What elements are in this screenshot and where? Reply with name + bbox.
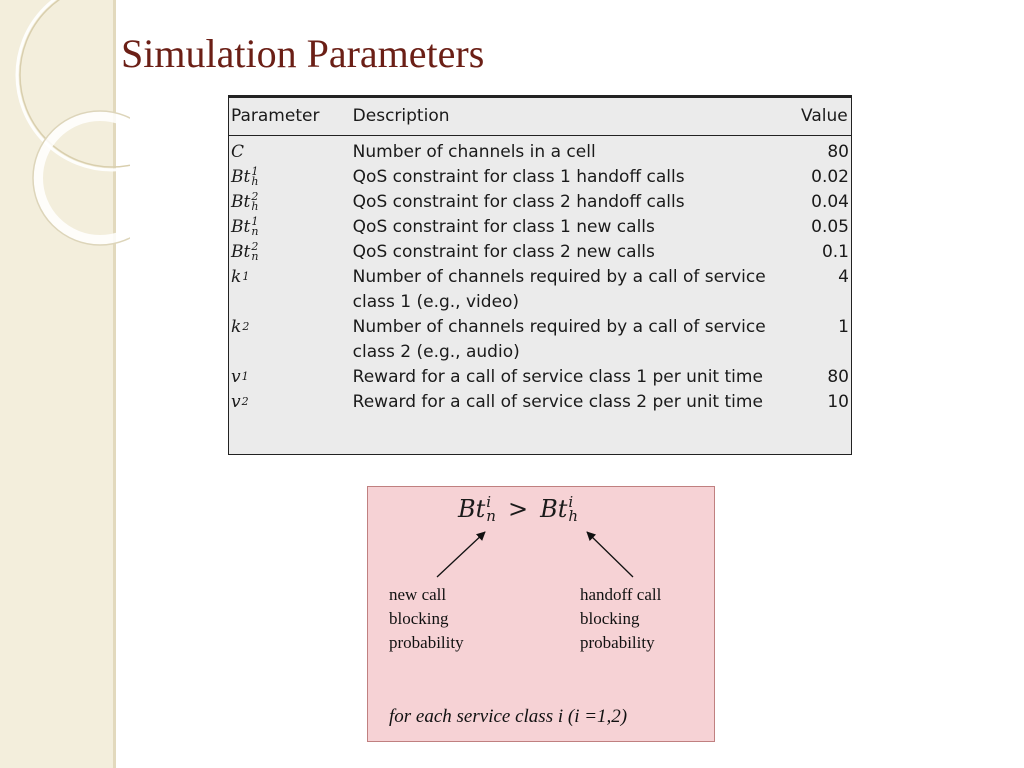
parameter-description — [351, 240, 799, 265]
formula-left-sup: i — [486, 493, 492, 511]
formula-left-sub: n — [486, 507, 496, 525]
parameter-value: 0.02 — [811, 166, 849, 187]
table-row — [229, 240, 851, 265]
parameter-description — [351, 190, 799, 215]
symbol-superscript: 1 — [241, 370, 249, 383]
new-call-label-line-3: probability — [389, 633, 464, 652]
parameter-value: 0.04 — [811, 191, 849, 212]
parameter-symbol — [229, 365, 351, 390]
description-line: QoS constraint for class 2 new calls — [352, 241, 655, 262]
description-line: Reward for a call of service class 1 per unit time — [352, 366, 763, 387]
parameter-symbol — [229, 190, 351, 215]
symbol-superscript: 2 — [251, 190, 259, 203]
parameter-value: 0.05 — [811, 216, 849, 237]
table-row — [229, 265, 851, 315]
symbol-base: Bt — [231, 216, 251, 237]
symbol-base: Bt — [231, 191, 251, 212]
table-body — [229, 135, 851, 415]
decorative-circles-graphic — [0, 0, 130, 300]
symbol-subscript: h — [251, 175, 259, 188]
symbol-subscript: n — [251, 225, 259, 238]
table-row — [229, 215, 851, 240]
header-description: Description — [351, 97, 799, 135]
symbol-base: k — [231, 316, 242, 337]
symbol-scripts — [242, 272, 249, 282]
parameter-value: 4 — [838, 266, 849, 287]
parameter-description — [351, 315, 799, 365]
symbol-scripts — [251, 192, 258, 212]
parameter-description — [351, 135, 799, 165]
blocking-probability-note — [367, 486, 715, 742]
symbol-base: Bt — [231, 166, 251, 187]
parameter-value: 1 — [838, 316, 849, 337]
symbol-scripts — [242, 397, 249, 407]
symbol-superscript: 1 — [242, 270, 250, 283]
table-row — [229, 135, 851, 165]
table-row — [229, 315, 851, 365]
parameter-description — [351, 215, 799, 240]
handoff-call-label-line-2: blocking — [580, 609, 640, 628]
parameter-table-container — [228, 95, 852, 455]
handoff-call-label — [580, 583, 661, 655]
symbol-base: Bt — [231, 241, 251, 262]
parameter-description — [351, 165, 799, 190]
symbol-superscript: 2 — [242, 320, 250, 333]
description-line: Number of channels required by a call of service — [352, 266, 766, 287]
parameter-description — [351, 265, 799, 315]
symbol-scripts — [251, 217, 258, 237]
header-parameter: Parameter — [229, 97, 351, 135]
parameter-table — [229, 96, 851, 415]
parameter-symbol — [229, 165, 351, 190]
symbol-superscript: 2 — [241, 395, 249, 408]
symbol-scripts — [251, 242, 258, 262]
symbol-superscript: 2 — [251, 240, 259, 253]
description-line: QoS constraint for class 1 new calls — [352, 216, 655, 237]
formula-left-base: Bt — [458, 495, 486, 523]
parameter-symbol — [229, 390, 351, 415]
parameter-value: 0.1 — [821, 241, 849, 262]
parameter-symbol — [229, 240, 351, 265]
new-call-label-line-2: blocking — [389, 609, 449, 628]
parameter-description — [351, 365, 799, 390]
parameter-symbol — [229, 315, 351, 365]
formula-operator: > — [507, 495, 529, 523]
symbol-superscript: 1 — [251, 215, 259, 228]
table-row — [229, 365, 851, 390]
table-row — [229, 165, 851, 190]
description-line: QoS constraint for class 1 handoff calls — [352, 166, 685, 187]
formula-right-sub: h — [568, 507, 579, 525]
symbol-subscript: n — [251, 250, 259, 263]
symbol-scripts — [242, 372, 249, 382]
symbol-scripts — [242, 322, 249, 332]
symbol-base: v — [231, 391, 241, 412]
arrow-to-new-call — [437, 532, 485, 577]
arrow-to-handoff-call — [587, 532, 633, 577]
symbol-base: k — [231, 266, 242, 287]
parameter-symbol — [229, 135, 351, 165]
slide-title: Simulation Parameters — [121, 31, 485, 76]
parameter-value: 10 — [827, 391, 849, 412]
formula-right-sup: i — [568, 493, 574, 511]
table-row — [229, 190, 851, 215]
description-line: class 2 (e.g., audio) — [352, 341, 520, 362]
symbol-base: v — [231, 366, 241, 387]
formula-right-base: Bt — [540, 495, 568, 523]
description-line: Reward for a call of service class 2 per unit time — [352, 391, 763, 412]
parameter-description — [351, 390, 799, 415]
symbol-base: C — [231, 141, 245, 162]
header-value: Value — [799, 97, 851, 135]
description-line: Number of channels required by a call of service — [352, 316, 766, 337]
service-class-footnote: for each service class i (i =1,2) — [389, 706, 628, 727]
description-line: QoS constraint for class 2 handoff calls — [352, 191, 685, 212]
parameter-value: 80 — [827, 366, 849, 387]
new-call-label-line-1: new call — [389, 585, 447, 604]
symbol-subscript: h — [251, 200, 259, 213]
parameter-symbol — [229, 265, 351, 315]
new-call-label — [389, 583, 464, 655]
table-row — [229, 390, 851, 415]
symbol-scripts — [251, 167, 258, 187]
parameter-value: 80 — [827, 141, 849, 162]
symbol-superscript: 1 — [251, 165, 259, 178]
handoff-call-label-line-3: probability — [580, 633, 655, 652]
description-line: Number of channels in a cell — [352, 141, 596, 162]
table-header-row — [229, 97, 851, 135]
description-line: class 1 (e.g., video) — [352, 291, 520, 312]
handoff-call-label-line-1: handoff call — [580, 585, 662, 604]
parameter-symbol — [229, 215, 351, 240]
